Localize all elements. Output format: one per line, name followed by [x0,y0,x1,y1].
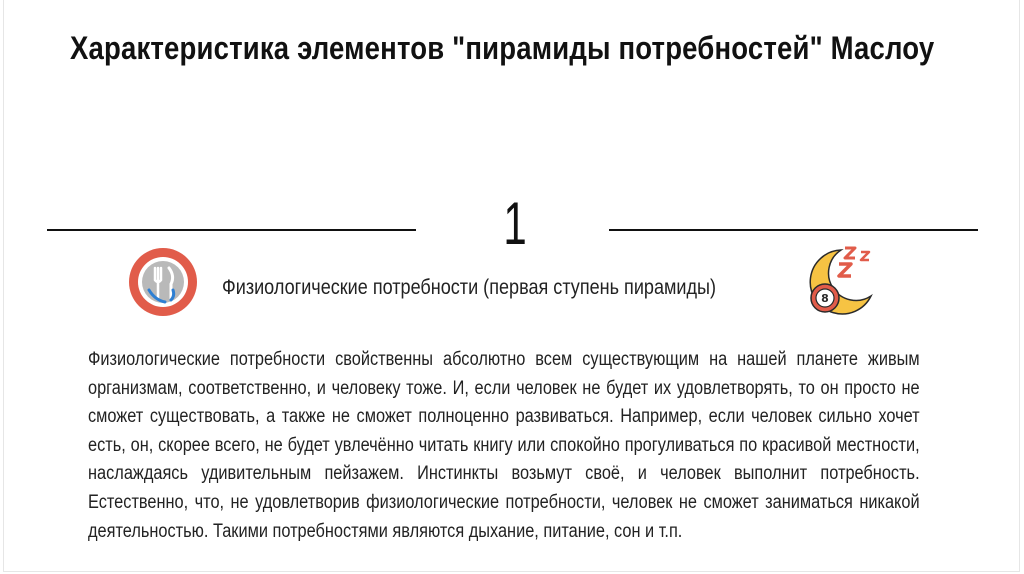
body-paragraph: Физиологические потребности свойственны абсолютно всем существующим на нашей планете живым организмам, соответственно, и человеку тоже. И, если человек не будет их удовлетворять, то он просто не сможет существовать, а также не сможет полноценно развиваться. Например, если человек сильно хочет есть, он, скорее всего, не будет увлечённо читать книгу или спокойно прогуливаться по красивой местности, наслаждаясь удивительным пейзажем. Инстинкты возьмут своё, и человек выполнит потребность. Естественно, что, не удовлетворив физиологические потребности, человек не сможет заниматься никакой деятельностью. Такими потребностями являются дыхание, питание, сон и т.п. [88,349,920,542]
step-number: 1 [503,190,527,257]
left-divider-line [47,229,416,231]
plate-with-cutlery-icon [127,246,199,318]
right-divider-line [609,229,978,231]
svg-text:8: 8 [821,292,829,305]
slide-title: Характеристика элементов "пирамиды потребностей" Маслоу [70,30,935,66]
moon-sleep-icon [803,244,878,319]
section-subtitle: Физиологические потребности (первая ступень пирамиды) [222,276,717,299]
